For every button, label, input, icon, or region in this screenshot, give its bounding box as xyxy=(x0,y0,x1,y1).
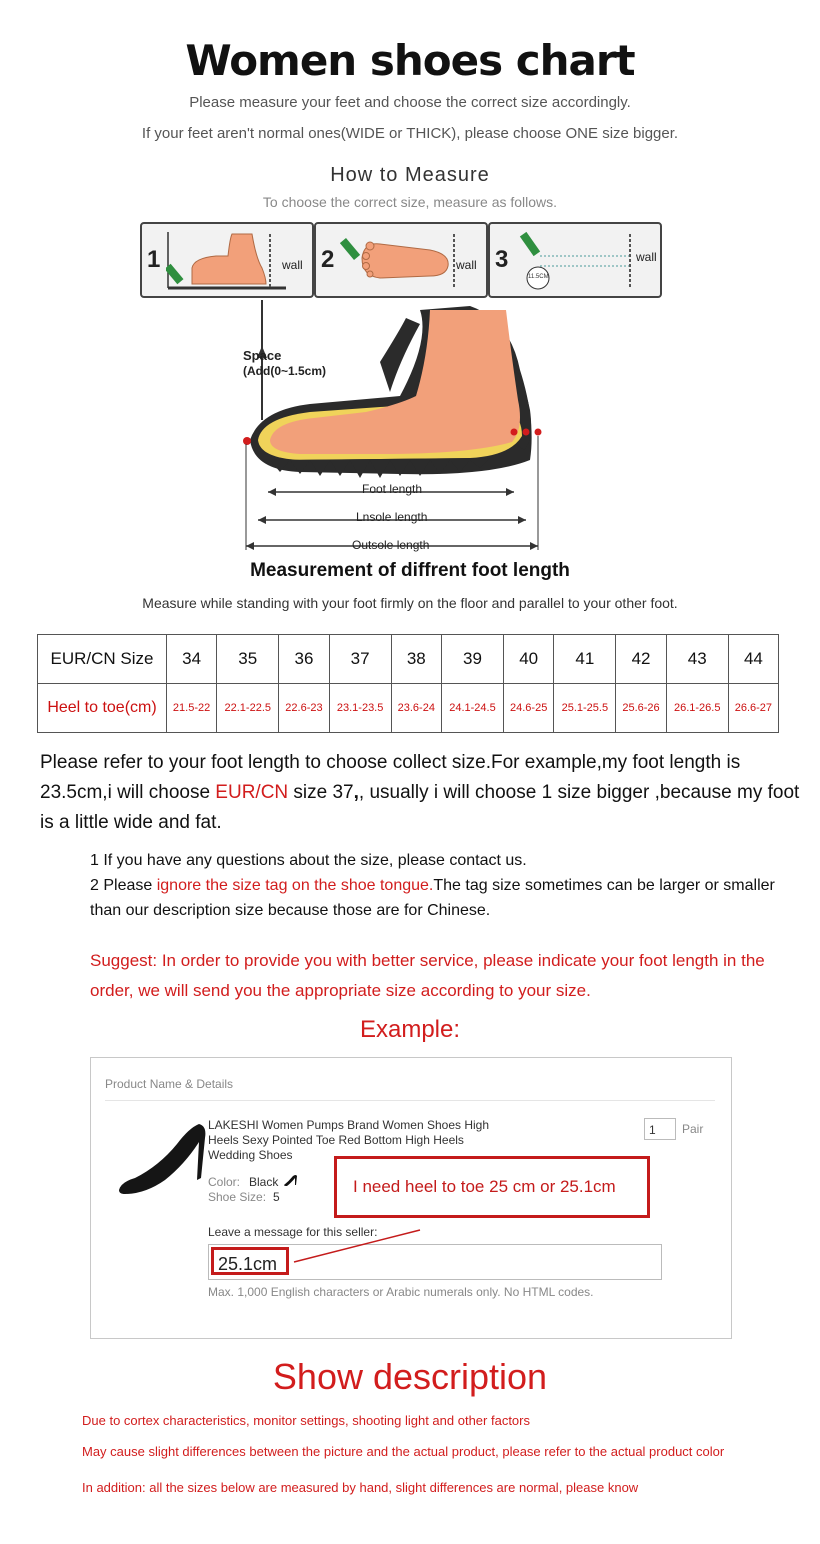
length-cell: 22.1-22.5 xyxy=(217,684,279,733)
show-description-title: Show description xyxy=(272,1356,548,1397)
length-cell: 24.6-25 xyxy=(504,684,554,733)
insole-length-label: Lnsole length xyxy=(356,510,428,524)
measure-standing-instruction: Measure while standing with your foot firmly on the floor and parallel to your other foot. xyxy=(142,595,678,611)
step-number: 1 xyxy=(147,246,161,273)
length-cell: 21.5-22 xyxy=(167,684,217,733)
step-number: 2 xyxy=(321,246,335,273)
length-cell: 22.6-23 xyxy=(279,684,329,733)
add-space-label: (Add(0~1.5cm) xyxy=(243,364,327,378)
length-cell: 23.1-23.5 xyxy=(329,684,391,733)
size-cell: 44 xyxy=(728,635,778,684)
length-cell: 24.1-24.5 xyxy=(441,684,503,733)
size-cell: 37 xyxy=(329,635,391,684)
product-name[interactable]: LAKESHI Women Pumps Brand Women Shoes High Heels Sexy Pointed Toe Red Bottom High Heels Wedding Shoes xyxy=(208,1118,490,1162)
measure-step-1 xyxy=(140,222,314,298)
how-to-measure-title: How to Measure xyxy=(330,164,490,186)
example-label: Example: xyxy=(359,1016,461,1043)
size-up-instruction: If your feet aren't normal ones(WIDE or THICK), please choose ONE size bigger. xyxy=(141,125,679,142)
size-notes xyxy=(90,848,790,923)
size-row xyxy=(38,635,779,684)
message-hint: Max. 1,000 English characters or Arabic numerals only. No HTML codes. xyxy=(208,1285,594,1299)
size-chart-table xyxy=(37,634,779,733)
size-cell: 40 xyxy=(504,635,554,684)
length-cell: 23.6-24 xyxy=(391,684,441,733)
how-to-measure-subtitle: To choose the correct size, measure as follows. xyxy=(262,194,558,210)
callout-pointer-line xyxy=(290,1226,424,1266)
wall-label: wall xyxy=(456,258,477,272)
divider xyxy=(105,1100,715,1101)
size-cell: 38 xyxy=(391,635,441,684)
foot-length-label: Foot length xyxy=(362,482,423,496)
length-cell: 26.1-26.5 xyxy=(666,684,728,733)
measure-instruction: Please measure your feet and choose the correct size accordingly. xyxy=(189,94,631,111)
shoe-size-label: Shoe Size: xyxy=(208,1190,267,1204)
message-label: Leave a message for this seller: xyxy=(208,1225,378,1239)
page-title: Women shoes chart xyxy=(185,36,635,85)
space-label: Space xyxy=(243,348,282,363)
note-size-tag: 2 Please ignore the size tag on the shoe tongue.The tag size sometimes can be larger or smaller than our description size because those are for Chinese. xyxy=(90,877,775,919)
length-row xyxy=(38,684,779,733)
color-value: Black xyxy=(249,1175,279,1189)
quantity-unit: Pair xyxy=(682,1122,704,1136)
length-cell: 25.1-25.5 xyxy=(554,684,616,733)
measure-step-3 xyxy=(488,222,662,298)
quantity-input[interactable]: 1 xyxy=(644,1118,676,1140)
color-label: Color: xyxy=(208,1175,241,1189)
suggestion-text: Suggest: In order to provide you with better service, please indicate your foot length in the order, we will send you the appropriate size according to your size. xyxy=(90,951,765,1000)
length-cell: 26.6-27 xyxy=(728,684,778,733)
description-line-3: In addition: all the sizes below are measured by hand, slight differences are normal, please know xyxy=(82,1480,639,1495)
description-line-1: Due to cortex characteristics, monitor settings, shooting light and other factors xyxy=(82,1413,530,1428)
description-line-2: May cause slight differences between the picture and the actual product, please refer to the actual product color xyxy=(82,1444,725,1459)
size-header: EUR/CN Size xyxy=(38,635,167,684)
wall-label: wall xyxy=(636,250,657,264)
shoe-thumbnail-icon xyxy=(115,1118,211,1198)
length-header: Heel to toe(cm) xyxy=(38,684,167,733)
size-guidance-paragraph: Please refer to your foot length to choose collect size.For example,my foot length is 23.5cm,i will choose EUR/CN size 37,, usually i will choose 1 size bigger ,because my foot is a little wide and fat. xyxy=(40,752,800,833)
size-cell: 35 xyxy=(217,635,279,684)
size-cell: 42 xyxy=(616,635,666,684)
message-value: 25.1cm xyxy=(211,1247,289,1275)
measure-step-2 xyxy=(314,222,488,298)
outsole-length-label: Outsole length xyxy=(352,538,430,552)
note-contact: 1 If you have any questions about the size, please contact us. xyxy=(90,852,527,869)
size-cell: 36 xyxy=(279,635,329,684)
size-cell: 43 xyxy=(666,635,728,684)
length-cell: 25.6-26 xyxy=(616,684,666,733)
badge-label: 11.5CM xyxy=(528,274,549,280)
wall-label: wall xyxy=(282,258,303,272)
size-cell: 34 xyxy=(167,635,217,684)
size-cell: 41 xyxy=(554,635,616,684)
diagram-caption: Measurement of diffrent foot length xyxy=(250,560,570,581)
step-number: 3 xyxy=(495,246,509,273)
callout-annotation: I need heel to toe 25 cm or 25.1cm xyxy=(334,1156,650,1218)
size-cell: 39 xyxy=(441,635,503,684)
shoe-swatch-icon xyxy=(283,1173,299,1187)
shoe-size-value: 5 xyxy=(273,1190,280,1204)
order-section-title: Product Name & Details xyxy=(105,1077,234,1091)
